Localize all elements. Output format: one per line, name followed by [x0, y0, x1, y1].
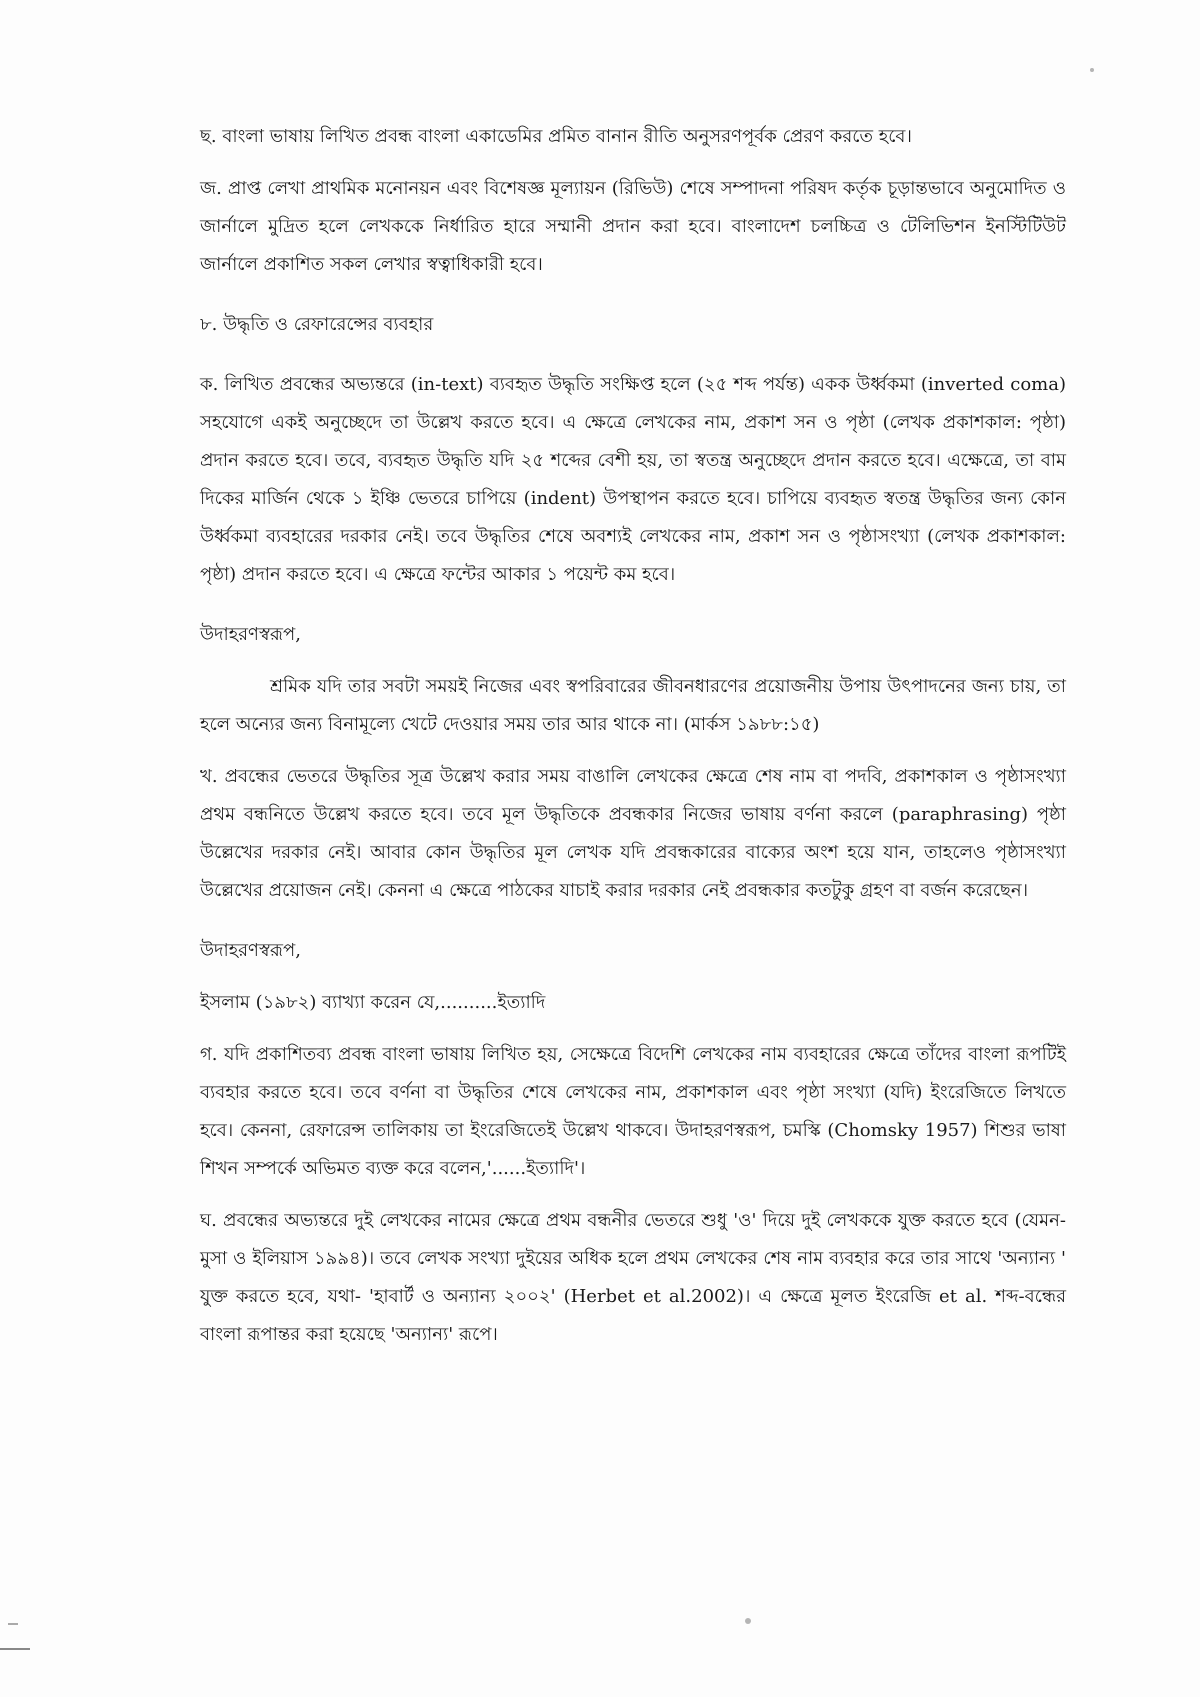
example-label: উদাহরণস্বরূপ,	[200, 624, 301, 645]
document-body	[200, 118, 1066, 1354]
paragraph-kha: খ. প্রবন্ধের ভেতরে উদ্ধৃতির সূত্র উল্লেখ করার সময় বাঙালি লেখকের ক্ষেত্রে শেষ নাম বা পদবি, প্রকাশকাল ও পৃষ্ঠাসংখ্যা প্রথম বন্ধনিতে উল্লেখ করতে হবে। তবে মূল উদ্ধৃতিকে প্রবন্ধকার নিজের ভাষায় বর্ণনা করলে (paraphrasing) পৃষ্ঠা উল্লেখের দরকার নেই। আবার কোন উদ্ধৃতির মূল লেখক যদি প্রবন্ধকারের বাক্যের অংশ হয়ে যান, তাহলেও পৃষ্ঠাসংখ্যা উল্লেখের প্রয়োজন নেই। কেননা এ ক্ষেত্রে পাঠকের যাচাই করার দরকার নেই প্রবন্ধকার কতটুকু গ্রহণ বা বর্জন করেছেন।	[200, 766, 1066, 901]
scan-edge-line	[0, 1648, 30, 1650]
example-label: উদাহরণস্বরূপ,	[200, 940, 301, 961]
paragraph-gha: ঘ. প্রবন্ধের অভ্যন্তরে দুই লেখকের নামের ক্ষেত্রে প্রথম বন্ধনীর ভেতরে শুধু 'ও' দিয়ে দুই লেখককে যুক্ত করতে হবে (যেমন-মুসা ও ইলিয়াস ১৯৯৪)। তবে লেখক সংখ্যা দুইয়ের অধিক হলে প্রথম লেখকের শেষ নাম ব্যবহার করে তার সাথে 'অন্যান্য ' যুক্ত করতে হবে, যথা- 'হাবার্ট ও অন্যান্য ২০০২' (Herbet et al.2002)। এ ক্ষেত্রে মূলত ইংরেজি et al. শব্দ-বন্ধের বাংলা রূপান্তর করা হয়েছে 'অন্যান্য' রূপে।	[200, 1210, 1066, 1345]
scan-speck	[745, 1618, 751, 1624]
scan-edge-mark	[8, 1623, 18, 1625]
paragraph-ka: ক. লিখিত প্রবন্ধের অভ্যন্তরে (in-text) ব্যবহৃত উদ্ধৃতি সংক্ষিপ্ত হলে (২৫ শব্দ পর্যন্ত) একক উর্ধ্বকমা (inverted coma) সহযোগে একই অনুচ্ছেদে তা উল্লেখ করতে হবে। এ ক্ষেত্রে লেখকের নাম, প্রকাশ সন ও পৃষ্ঠা (লেখক প্রকাশকাল: পৃষ্ঠা) প্রদান করতে হবে। তবে, ব্যবহৃত উদ্ধৃতি যদি ২৫ শব্দের বেশী হয়, তা স্বতন্ত্র অনুচ্ছেদে প্রদান করতে হবে। এক্ষেত্রে, তা বাম দিকের মার্জিন থেকে ১ ইঞ্চি ভেতরে চাপিয়ে (indent) উপস্থাপন করতে হবে। চাপিয়ে ব্যবহৃত স্বতন্ত্র উদ্ধৃতির জন্য কোন উর্ধ্বকমা ব্যবহারের দরকার নেই। তবে উদ্ধৃতির শেষে অবশ্যই লেখকের নাম, প্রকাশ সন ও পৃষ্ঠাসংখ্যা (লেখক প্রকাশকাল: পৃষ্ঠা) প্রদান করতে হবে। এ ক্ষেত্রে ফন্টের আকার ১ পয়েন্ট কম হবে।	[200, 374, 1066, 585]
section-heading-8: ৮. উদ্ধৃতি ও রেফারেন্সের ব্যবহার	[200, 314, 434, 335]
scan-speck	[1090, 68, 1094, 72]
paragraph-cha: ছ. বাংলা ভাষায় লিখিত প্রবন্ধ বাংলা একাডেমির প্রমিত বানান রীতি অনুসরণপূর্বক প্রেরণ করতে হবে।	[200, 126, 912, 147]
paragraph-ga: গ. যদি প্রকাশিতব্য প্রবন্ধ বাংলা ভাষায় লিখিত হয়, সেক্ষেত্রে বিদেশি লেখকের নাম ব্যবহারের ক্ষেত্রে তাঁদের বাংলা রূপটিই ব্যবহার করতে হবে। তবে বর্ণনা বা উদ্ধৃতির শেষে লেখকের নাম, প্রকাশকাল এবং পৃষ্ঠা সংখ্যা (যদি) ইংরেজিতে লিখতে হবে। কেননা, রেফারেন্স তালিকায় তা ইংরেজিতেই উল্লেখ থাকবে। উদাহরণস্বরূপ, চমস্কি (Chomsky 1957) শিশুর ভাষা শিখন সম্পর্কে অভিমত ব্যক্ত করে বলেন,'......ইত্যাদি'।	[200, 1044, 1066, 1179]
example-citation: ইসলাম (১৯৮২) ব্যাখ্যা করেন যে,..........ইত্যাদি	[200, 992, 546, 1013]
paragraph-ja: জ. প্রাপ্ত লেখা প্রাথমিক মনোনয়ন এবং বিশেষজ্ঞ মূল্যায়ন (রিভিউ) শেষে সম্পাদনা পরিষদ কর্তৃক চূড়ান্তভাবে অনুমোদিত ও জার্নালে মুদ্রিত হলে লেখককে নির্ধারিত হারে সম্মানী প্রদান করা হবে। বাংলাদেশ চলচ্চিত্র ও টেলিভিশন ইনস্টিটিউট জার্নালে প্রকাশিত সকল লেখার স্বত্বাধিকারী হবে।	[200, 178, 1066, 275]
block-quote: শ্রমিক যদি তার সবটা সময়ই নিজের এবং স্বপরিবারের জীবনধারণের প্রয়োজনীয় উপায় উৎপাদনের জন্য চায়, তা হলে অন্যের জন্য বিনামূল্যে খেটে দেওয়ার সময় তার আর থাকে না। (মার্কস ১৯৮৮:১৫)	[200, 676, 1066, 735]
